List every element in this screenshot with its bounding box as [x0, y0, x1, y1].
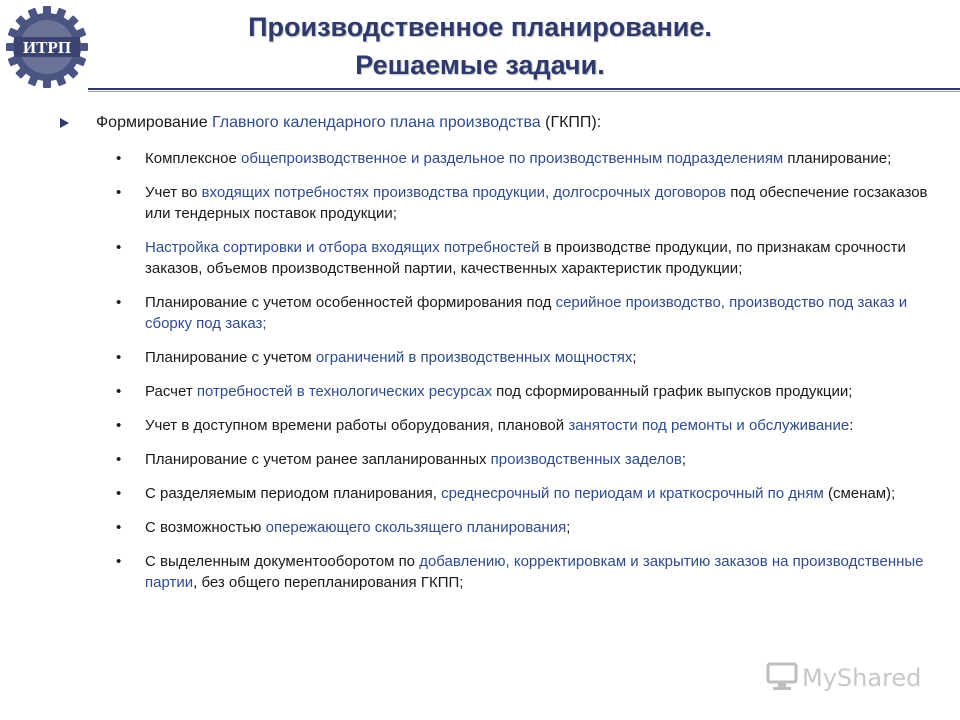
task-item-highlight: ограничений в производственных мощностях	[315, 349, 633, 366]
bullet-dot-icon: •	[116, 451, 122, 468]
task-item-text: С возможностью	[145, 519, 266, 536]
task-item-highlight: серийное производство, производство под заказ и сборку под заказ;	[145, 294, 908, 332]
logo-text: ИТРП	[22, 38, 72, 57]
slide-title-line1: Производственное планирование.	[248, 12, 712, 42]
task-item-highlight: опережающего скользящего планирования	[265, 519, 567, 536]
lead-text	[96, 113, 601, 133]
task-item-text: под обеспечение госзаказов или тендерных поставок продукции;	[145, 184, 928, 222]
bullet-dot-icon: •	[116, 519, 122, 536]
task-item-text: Учет во	[145, 184, 202, 201]
task-item	[112, 148, 932, 169]
bullet-dot-icon: •	[116, 150, 122, 167]
task-item-highlight: среднесрочный по периодам и краткосрочный по дням	[441, 485, 824, 502]
bullet-dot-icon: •	[116, 294, 122, 311]
task-item-highlight: потребностей в технологических ресурсах	[196, 383, 492, 400]
task-item	[112, 551, 932, 593]
bullet-dot-icon: •	[116, 553, 122, 570]
task-item	[112, 292, 932, 334]
task-item-text: Учет в доступном времени работы оборудования, плановой	[145, 417, 569, 434]
header-divider	[88, 88, 960, 90]
task-item-highlight: Настройка сортировки и отбора входящих потребностей	[145, 239, 540, 256]
task-item-text: Расчет	[145, 383, 197, 400]
slide-title-line2: Решаемые задачи.	[355, 50, 605, 80]
task-item-highlight: производственных заделов	[490, 451, 682, 468]
lead-part2-highlight: Главного календарного плана производства	[212, 114, 541, 131]
monitor-logo-icon	[766, 662, 798, 692]
bullet-dot-icon: •	[116, 239, 122, 256]
task-item-text: Планирование с учетом	[145, 349, 316, 366]
task-item-highlight: входящих потребностях производства продукции, долгосрочных договоров	[201, 184, 727, 201]
company-logo	[6, 6, 88, 88]
task-item-text: в производстве продукции, по признакам срочности заказов, объемов производственной партии, качественных характеристик продукции;	[145, 239, 906, 277]
task-item-text: ;	[681, 451, 687, 468]
watermark-text: MyShared	[802, 664, 922, 692]
task-item	[112, 415, 932, 436]
watermark	[766, 658, 936, 698]
lead-part3: (ГКПП):	[540, 114, 602, 131]
header-divider-thin	[88, 91, 960, 92]
task-item-text: Планирование с учетом ранее запланированных	[145, 451, 491, 468]
task-item-text: С разделяемым периодом планирования,	[145, 485, 442, 502]
task-item-text: Комплексное	[145, 150, 241, 167]
task-item-text: ;	[566, 519, 571, 536]
task-item-text: :	[849, 417, 854, 434]
task-item-text: под сформированный график выпусков продукции;	[491, 383, 853, 400]
task-item-text: , без общего перепланирования ГКПП;	[193, 574, 464, 591]
lead-part1: Формирование	[96, 114, 213, 131]
task-item	[112, 237, 932, 279]
task-item-text: (сменам);	[823, 485, 896, 502]
bullet-dot-icon: •	[116, 417, 122, 434]
task-item-highlight: занятости под ремонты и обслуживание	[568, 417, 850, 434]
triangle-bullet-icon	[60, 118, 69, 128]
task-item	[112, 449, 932, 470]
task-item	[112, 483, 932, 504]
slide-header	[0, 0, 960, 88]
task-list	[112, 148, 932, 606]
task-item	[112, 182, 932, 224]
task-item	[112, 381, 932, 402]
bullet-dot-icon: •	[116, 349, 122, 366]
task-item	[112, 347, 932, 368]
task-item-highlight: общепроизводственное и раздельное по производственным подразделениям	[240, 150, 784, 167]
task-item-text: планирование;	[783, 150, 892, 167]
bullet-dot-icon: •	[116, 383, 122, 400]
task-item-highlight: добавлению, корректировкам и закрытию заказов на производственные партии	[145, 553, 924, 591]
task-item-text: С выделенным документооборотом по	[145, 553, 420, 570]
task-item-text: Планирование с учетом особенностей формирования под	[145, 294, 556, 311]
bullet-dot-icon: •	[116, 184, 122, 201]
task-item-text: ;	[632, 349, 637, 366]
task-item	[112, 517, 932, 538]
bullet-dot-icon: •	[116, 485, 122, 502]
